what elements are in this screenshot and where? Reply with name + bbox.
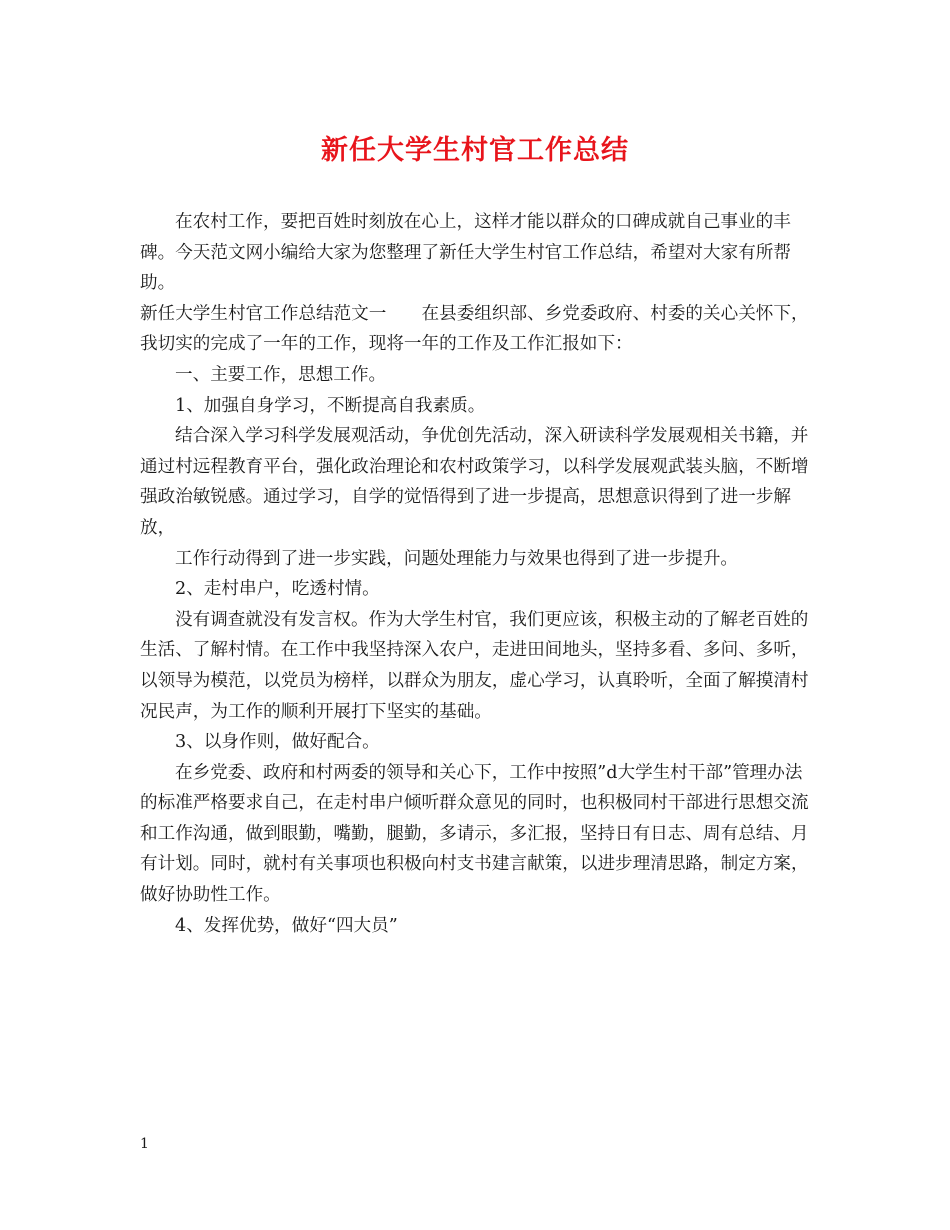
subheading-four-roles: 4、发挥优势，做好“四大员” xyxy=(175,915,398,936)
document-title: 新任大学生村官工作总结 xyxy=(321,135,629,166)
section-heading-main-work: 一、主要工作，思想工作。 xyxy=(175,364,387,385)
paragraph-study-detail: 结合深入学习科学发展观活动，争优创先活动，深入研读科学发展观相关书籍，并通过村远程教育平台，强化政治理论和农村政策学习，以科学发展观武装头脑，不断增强政治敏锐感。通过学习，自学的觉悟得到了进一步提高，思想意识得到了进一步解放， xyxy=(140,426,809,538)
document-body xyxy=(140,207,820,941)
page-number: 1 xyxy=(140,1136,149,1152)
paragraph-visit-detail: 没有调查就没有发言权。作为大学生村官，我们更应该，积极主动的了解老百姓的生活、了解村情。在工作中我坚持深入农户，走进田间地头，坚持多看、多问、多听，以领导为模范，以党员为榜样，以群众为朋友，虚心学习，认真聆听，全面了解摸清村况民声，为工作的顺利开展打下坚实的基础。 xyxy=(140,609,809,722)
subheading-visit-households: 2、走村串户，吃透村情。 xyxy=(175,579,380,600)
paragraph-study-result: 工作行动得到了进一步实践，问题处理能力与效果也得到了进一步提升。 xyxy=(175,548,739,569)
subheading-self-study: 1、加强自身学习，不断提高自我素质。 xyxy=(175,395,486,416)
paragraph-intro: 在农村工作，要把百姓时刻放在心上，这样才能以群众的口碑成就自己事业的丰碑。今天范文网小编给大家为您整理了新任大学生村官工作总结，希望对大家有所帮助。 xyxy=(140,212,791,294)
subheading-lead-by-example: 3、以身作则，做好配合。 xyxy=(175,732,380,753)
paragraph-sample-heading: 新任大学生村官工作总结范文一 在县委组织部、乡党委政府、村委的关心关怀下，我切实的完成了一年的工作，现将一年的工作及工作汇报如下： xyxy=(140,303,809,355)
paragraph-cooperation-detail: 在乡党委、政府和村两委的领导和关心下，工作中按照”d大学生村干部”管理办法的标准严格要求自己，在走村串户倾听群众意见的同时，也积极同村干部进行思想交流和工作沟通，做到眼勤，嘴勤，腿勤，多请示，多汇报，坚持日有日志、周有总结、月有计划。同时，就村有关事项也积极向村支书建言献策，以进步理清思路，制定方案，做好协助性工作。 xyxy=(140,762,809,906)
